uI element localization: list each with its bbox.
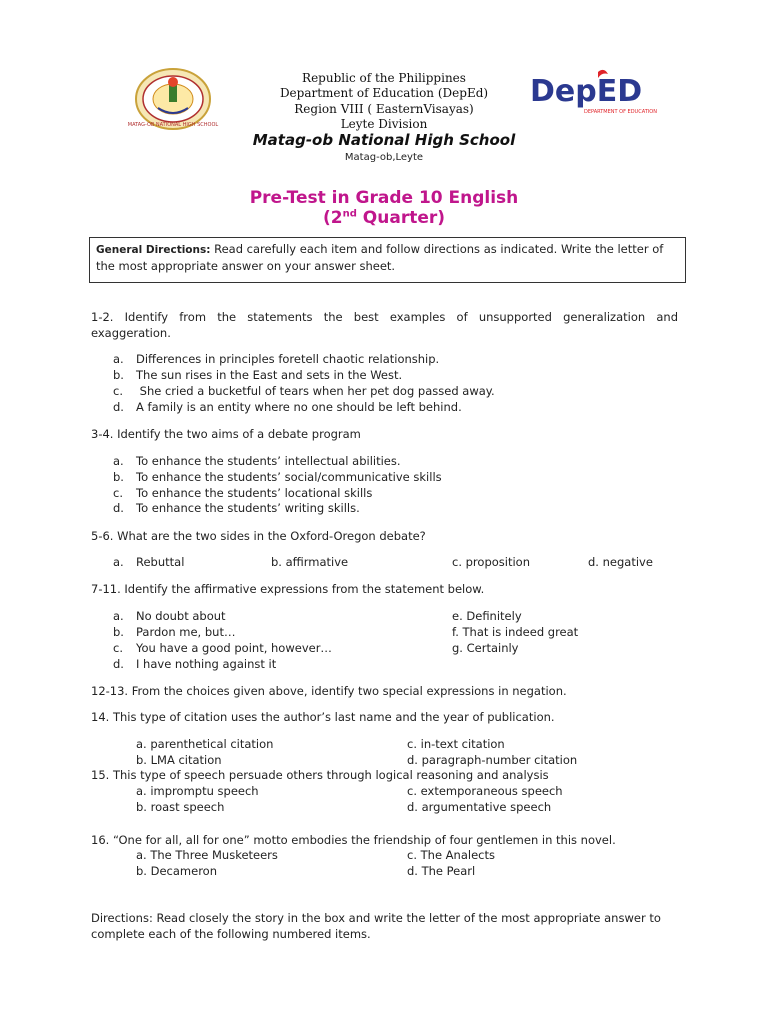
q7-option-d: d. I have nothing against it <box>113 657 277 671</box>
q5-option-b: b. affirmative <box>271 555 349 569</box>
q14-option-b: b. LMA citation <box>136 753 222 767</box>
q1-option-a: a. Differences in principles foretell chaotic relationship. <box>113 352 440 366</box>
q14-option-d: d. paragraph-number citation <box>407 753 578 767</box>
story-directions: Directions: Read closely the story in the box and write the letter of the most appropriate answer to complete each of the following numbered items. <box>91 911 661 941</box>
question-16: 16. “One for all, all for one” motto embodies the friendship of four gentlemen in this novel. <box>91 833 616 847</box>
general-directions-box <box>89 237 686 283</box>
quarter-close: Quarter) <box>356 208 446 228</box>
q7-option-b: b. Pardon me, but… <box>113 625 236 639</box>
school-town: Matag-ob,Leyte <box>344 152 424 163</box>
question-1-2: 1-2. Identify from the statements the best examples of unsupported generalization and exaggeration. <box>91 310 678 340</box>
test-title: Pre-Test in Grade 10 English <box>249 188 519 208</box>
general-directions-label: General Directions: <box>96 244 211 256</box>
deped-logo-subtext: DEPARTMENT OF EDUCATION <box>584 109 657 115</box>
q5-option-a: a. Rebuttal <box>113 555 185 569</box>
question-14: 14. This type of citation uses the author’s last name and the year of publication. <box>91 710 555 724</box>
q3-option-b: b. To enhance the students’ social/communicative skills <box>113 470 442 484</box>
q16-option-d: d. The Pearl <box>407 864 476 878</box>
q15-option-a: a. impromptu speech <box>136 784 259 798</box>
header-division: Leyte Division <box>340 117 428 131</box>
school-name: Matag-ob National High School <box>252 131 516 149</box>
q14-option-c: c. in-text citation <box>407 737 505 751</box>
q16-option-b: b. Decameron <box>136 864 217 878</box>
q16-option-c: c. The Analects <box>407 848 495 862</box>
q3-option-c: c. To enhance the students’ locational skills <box>113 486 373 500</box>
question-5-6: 5-6. What are the two sides in the Oxford-Oregon debate? <box>91 529 426 543</box>
q7-option-e: e. Definitely <box>452 609 522 623</box>
seal-text: MATAG-OB NATIONAL HIGH SCHOOL <box>127 122 219 128</box>
q15-option-d: d. argumentative speech <box>407 800 552 814</box>
question-3-4: 3-4. Identify the two aims of a debate program <box>91 427 361 441</box>
question-12-13: 12-13. From the choices given above, identify two special expressions in negation. <box>91 684 567 698</box>
q7-option-c: c. You have a good point, however… <box>113 641 332 655</box>
q15-option-c: c. extemporaneous speech <box>407 784 563 798</box>
general-directions-text: Read carefully each item and follow directions as indicated. Write the letter of the most appropriate answer on your answer sheet. <box>96 242 664 273</box>
question-7-11: 7-11. Identify the affirmative expressions from the statement below. <box>91 582 485 596</box>
q7-option-g: g. Certainly <box>452 641 519 655</box>
header-republic: Republic of the Philippines <box>302 71 466 85</box>
q7-option-a: a. No doubt about <box>113 609 226 623</box>
header-department: Department of Education (DepEd) <box>279 86 489 100</box>
q5-option-d: d. negative <box>588 555 653 569</box>
q5-option-c: c. proposition <box>452 555 530 569</box>
quarter-sup: nd <box>342 208 357 220</box>
deped-logo-text: DepED <box>530 74 643 109</box>
question-15: 15. This type of speech persuade others through logical reasoning and analysis <box>91 768 549 782</box>
q1-option-c: c. She cried a bucketful of tears when her pet dog passed away. <box>113 384 495 398</box>
q1-option-b: b. The sun rises in the East and sets in the West. <box>113 368 403 382</box>
q1-option-d: d. A family is an entity where no one should be left behind. <box>113 400 462 414</box>
q3-option-d: d. To enhance the students’ writing skills. <box>113 501 360 515</box>
test-quarter <box>0 208 768 228</box>
q15-option-b: b. roast speech <box>136 800 225 814</box>
q3-option-a: a. To enhance the students’ intellectual abilities. <box>113 454 401 468</box>
q16-option-a: a. The Three Musketeers <box>136 848 278 862</box>
q14-option-a: a. parenthetical citation <box>136 737 274 751</box>
q7-option-f: f. That is indeed great <box>452 625 579 639</box>
header-region: Region VIII ( EasternVisayas) <box>294 102 474 116</box>
quarter-open: (2 <box>322 208 343 228</box>
